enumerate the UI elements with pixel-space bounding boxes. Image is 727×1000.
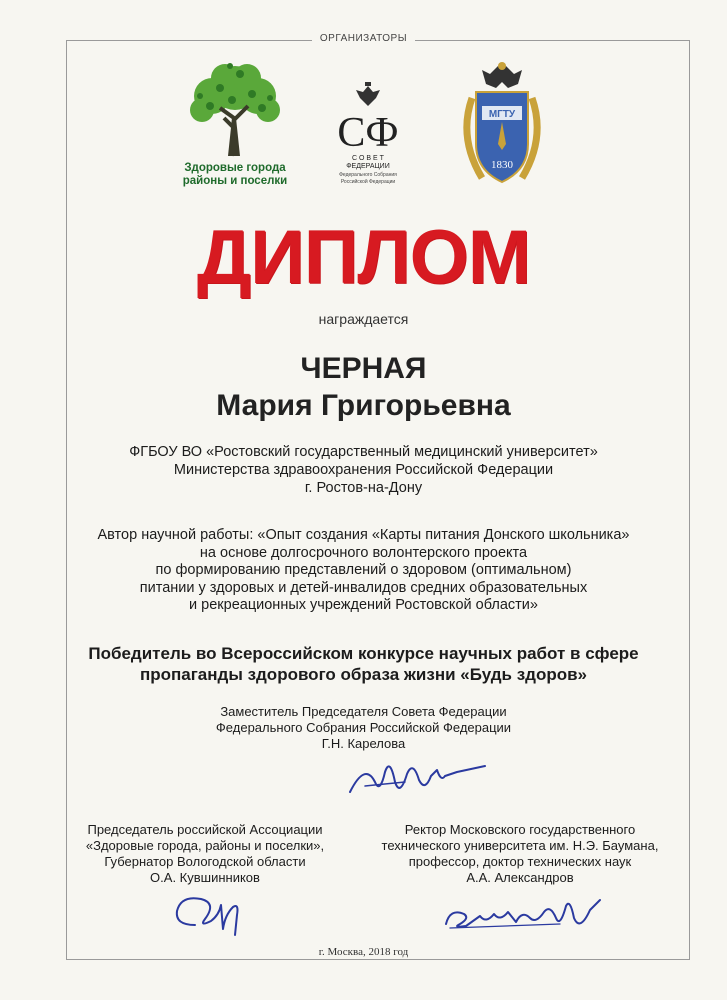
right-signatory-line: технического университета им. Н.Э. Баумана, bbox=[381, 838, 659, 853]
organization-line: ФГБОУ ВО «Ростовский государственный медицинский университет» bbox=[129, 444, 598, 460]
tree-icon bbox=[170, 58, 300, 158]
winner-line: Победитель во Всероссийском конкурсе научных работ в сфере bbox=[88, 644, 639, 663]
sf-letters: СФ bbox=[337, 110, 399, 156]
organization-line: г. Ростов-на-Дону bbox=[304, 480, 423, 496]
recipient-organization bbox=[70, 443, 657, 497]
winner-statement bbox=[70, 643, 657, 685]
deputy-signatory bbox=[70, 704, 657, 752]
mgtu-letters: МГТУ bbox=[488, 109, 516, 120]
right-signatory-line: А.А. Александров bbox=[466, 870, 574, 885]
work-line: по формированию представлений о здоровом (оптимальном) bbox=[155, 562, 572, 578]
eagle-emblem-icon bbox=[356, 82, 380, 106]
left-signatory-line: Председатель российской Ассоциации bbox=[87, 822, 323, 837]
work-line: Автор научной работы: «Опыт создания «Карты питания Донского школьника» bbox=[97, 527, 630, 543]
right-signature bbox=[440, 888, 610, 938]
deputy-line: Г.Н. Карелова bbox=[321, 736, 406, 751]
sf-caption-line: ФЕДЕРАЦИИ bbox=[346, 163, 390, 170]
deputy-line: Федерального Собрания Российской Федерации bbox=[215, 720, 512, 735]
awarded-label: награждается bbox=[318, 311, 409, 327]
federation-council-logo bbox=[318, 80, 418, 190]
winner-line: пропаганды здорового образа жизни «Будь здоров» bbox=[139, 665, 588, 684]
mgtu-year: 1830 bbox=[491, 159, 513, 171]
sf-caption-line: С О В Е Т bbox=[352, 155, 384, 162]
deputy-signature bbox=[345, 752, 495, 802]
diploma-title: ДИПЛОМ bbox=[196, 215, 531, 300]
tree-logo-caption: Здоровые города районы и поселки bbox=[182, 162, 288, 187]
left-signature bbox=[165, 885, 255, 945]
bmstu-crest bbox=[452, 58, 552, 193]
healthy-cities-logo bbox=[170, 58, 300, 193]
deputy-line: Заместитель Председателя Совета Федерации bbox=[220, 704, 507, 719]
right-signatory-line: профессор, доктор технических наук bbox=[408, 854, 632, 869]
left-signatory-line: «Здоровые города, районы и поселки», bbox=[85, 838, 325, 853]
work-line: питании у здоровых и детей-инвалидов средних образовательных bbox=[139, 579, 588, 596]
recipient-name: Мария Григорьевна bbox=[216, 389, 511, 422]
work-line: на основе долгосрочного волонтерского проекта bbox=[199, 544, 528, 561]
left-signatory-line: Губернатор Вологодской области bbox=[104, 854, 306, 869]
left-signatory bbox=[70, 822, 340, 886]
right-signatory bbox=[380, 822, 660, 886]
organizers-heading: ОРГАНИЗАТОРЫ bbox=[0, 33, 727, 44]
sf-caption-line: Федерального Собрания bbox=[339, 172, 397, 178]
footer-place-date: г. Москва, 2018 год bbox=[318, 946, 409, 958]
recipient-surname: ЧЕРНАЯ bbox=[300, 352, 427, 385]
work-description bbox=[70, 527, 657, 615]
left-signatory-line: О.А. Кувшинников bbox=[150, 870, 260, 885]
right-signatory-line: Ректор Московского государственного bbox=[404, 822, 636, 837]
organization-line: Министерства здравоохранения Российской Федерации bbox=[173, 462, 554, 478]
sf-caption-line: Российской Федерации bbox=[340, 179, 396, 185]
double-headed-eagle-icon bbox=[482, 62, 522, 88]
work-line: и рекреационных учреждений Ростовской области» bbox=[189, 597, 538, 613]
